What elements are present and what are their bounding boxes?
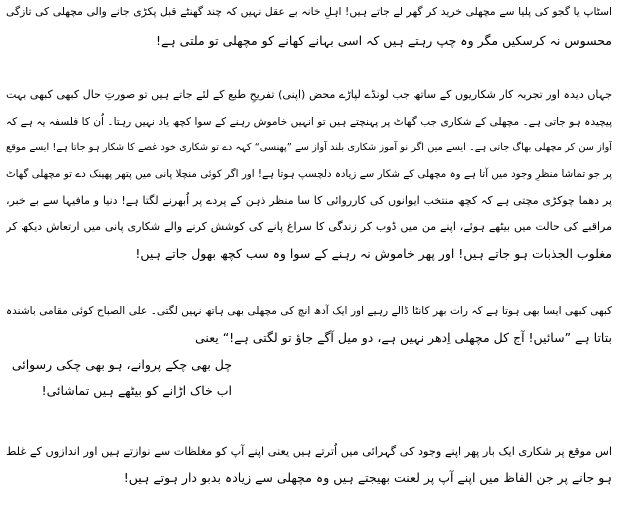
- paragraph-1-line-2: محسوس نہ کرسکیں مگر وہ چپ رہتے ہیں کہ اسی بہانے کھانے کو مچھلی تو ملتی ہے!: [156, 33, 612, 48]
- paragraph-2-line-3: آواز سن کر مچھلی بھاگ جاتی ہے۔ ایسے میں اگر نو آموز شکاری بلند آواز سے ”پھنسی“ کہہ دے تو شکاری خود غصے کا شکار ہو جاتا ہے! ایسے موقع: [6, 142, 612, 153]
- document-page: [6, 0, 612, 511]
- paragraph-2-line-7: مغلوب الجذبات ہو جاتے ہیں! اور پھر خاموش نہ رہنے کے سوا وہ سب کچھ بھول جاتے ہیں!: [135, 246, 612, 261]
- paragraph-1-line-1: اسٹاپ یا گجو کی پلیا سے مچھلی خرید کر گھر لے جاتے ہیں! اہلِ خانہ بے عقل نہیں کہ چند گھنٹے قبل پکڑی جانے والی مچھلی کی تازگی: [6, 5, 612, 18]
- paragraph-2-line-5: پر دھما چوکڑی مچتی ہے کہ کچھ منتخب ایوانوں کی کارروائی کا سا منظر ذہن کے پردے پر اُبھرنے لگتا ہے! دنیا و مافیہا سے بے خبر،: [6, 194, 612, 207]
- paragraph-3-line-1: کبھی کبھی ایسا بھی ہوتا ہے کہ رات بھر کانٹا ڈالے رہیے اور ایک آدھ انچ کی مچھلی بھی ہاتھ نہیں لگتی۔ علی الصباح کوئی مقامی باشندہ: [6, 305, 612, 317]
- paragraph-2-line-4: پر جو تماشا منظرِ وجود میں آتا ہے وہ مچھلی کے شکار سے زیادہ دلچسپ ہوتا ہے! اور اگر کوئی منچلا پانی میں پتھر پھینک دے تو مچھلی گھاٹ: [6, 168, 612, 180]
- paragraph-2-line-6: مراقبے کی حالت میں بیٹھے ہوئے، اپنے من میں ڈوب کر زندگی کا سراغ پانے کی کوشش کرنے والے شکاری پانی میں ارتعاش دیکھ کر: [6, 220, 612, 233]
- paragraph-3-line-2: بتاتا ہے ”سائیں! آج کل مچھلی اِدھر نہیں ہے، دو میل آگے جاؤ تو لگتی ہے!“ یعنی: [195, 330, 612, 345]
- paragraph-2-line-2: پیچیدہ ہو جاتی ہے۔ مچھلی کے شکاری جب گھاٹ پر پہنچتے ہیں تو انہیں خاموش رہنے کے سوا کچھ یاد نہیں رہتا۔ اُن کا فلسفہ یہ ہے کہ: [6, 116, 612, 128]
- verse-line-2: اب خاک اڑانے کو بیٹھے ہیں تماشائی!: [41, 383, 232, 398]
- verse-line-1: چل بھی چکے پروانے، ہو بھی چکی رسوائی: [11, 357, 232, 372]
- paragraph-2-line-1: جہاں دیدہ اور تجربہ کار شکاریوں کے ساتھ جب لونڈے لپاڑے محض (اپنی) تفریحِ طبع کے لئے جاتے ہیں تو صورتِ حال کبھی کبھی بہت: [6, 88, 612, 101]
- paragraph-4-line-2: ہو جانے پر جن الفاظ میں اپنے آپ پر لعنت بھیجتے ہیں وہ مچھلی سے زیادہ بدبو دار ہوتے ہیں!: [123, 470, 612, 485]
- paragraph-4-line-1: اس موقع پر شکاری ایک بار پھر اپنے وجود کی گہرائی میں اُترتے ہیں یعنی اپنے آپ کو مغلظات سے نوازتے ہیں اور اندازوں کے غلط: [6, 445, 612, 458]
